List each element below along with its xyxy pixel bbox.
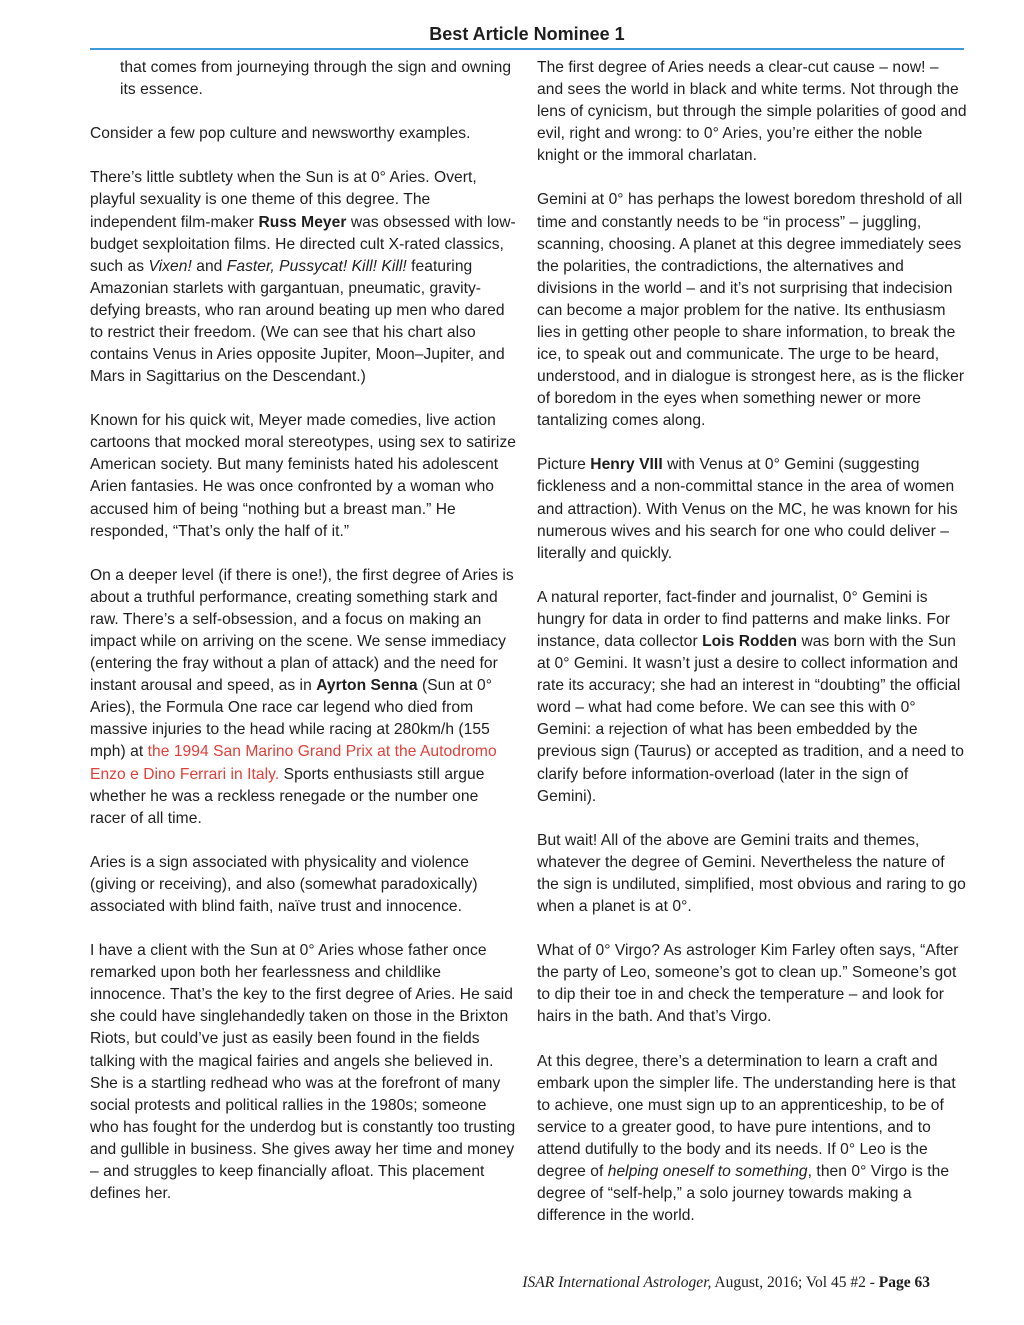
paragraph: Gemini at 0° has perhaps the lowest boredom threshold of all time and constantly needs to be “in process” – juggling, scanning, choosing. A planet at this degree immediately sees the polarities, the contradictions, the alternatives and divisions in the world – and it’s not surprising that indecision can become a major problem for the native. Its enthusiasm lies in getting other people to share information, to break the ice, to speak out and communicate. The urge to be heard, understood, and in dialogue is strongest here, as is the flicker of boredom in the eyes when something newer or more tantalizing comes along. <box>537 191 965 430</box>
paragraph: On a deeper level (if there is one!), the first degree of Aries is about a truthful performance, creating something stark and raw. There’s a self-obsession, and a focus on making an impact while on arriving on the scene. We sense immediacy (entering the fray without a plan of attack) and the need for instant arousal and speed, as in Ayrton Senna (Sun at 0° Aries), the Formula One race car legend who died from massive injuries to the head while racing at 280km/h (155 mph) at the 1994 San Marino Grand Prix at the Autodromo Enzo e Dino Ferrari in Italy. Sports enthusiasts still argue whether he was a reckless renegade or the number one racer of all time. <box>90 566 514 827</box>
paragraph: At this degree, there’s a determination to learn a craft and embark upon the simpler life. The understanding here is that to achieve, one must sign up to an apprenticeship, to be of service to a greater good, to have pure intentions, and to attend dutifully to the body and its needs. If 0° Leo is the degree of helping oneself to something, then 0° Virgo is the degree of “self-help,” a solo journey towards making a difference in the world. <box>537 1052 956 1225</box>
publication-name: ISAR International Astrologer, <box>522 1274 712 1291</box>
paragraph: The first degree of Aries needs a clear-cut cause – now! – and sees the world in black and white terms. Not through the lens of cynicism, but through the simple polarities of good and evil, right and wrong: to 0° Aries, you’re either the noble knight or the immoral charlatan. <box>537 59 967 165</box>
paragraph: Consider a few pop culture and newsworthy examples. <box>90 125 471 143</box>
header-title: Best Article Nominee 1 <box>429 24 625 44</box>
page-number: Page 63 <box>878 1274 930 1291</box>
paragraph: Aries is a sign associated with physicality and violence (giving or receiving), and also (somewhat paradoxically) associated with blind faith, naïve trust and innocence. <box>90 853 478 915</box>
page-header <box>90 22 964 50</box>
name-ayrton-senna: Ayrton Senna <box>316 677 418 695</box>
paragraph: I have a client with the Sun at 0° Aries whose father once remarked upon both her fearlessness and childlike innocence. That’s the key to the first degree of Aries. He said she could have singlehandedly taken on those in the Brixton Riots, but could’ve just as easily been found in the fields talking with the magical fairies and angels she believed in. She is a startling redhead who was at the forefront of many social protests and political rallies in the 1980s; someone who has fought for the underdog but is constantly too trusting and gullible in business. She gives away her time and money – and struggles to keep financially afloat. This placement defines her. <box>90 942 516 1202</box>
film-title: Vixen! <box>148 257 192 275</box>
page-footer <box>522 1274 930 1292</box>
paragraph: that comes from journeying through the sign and owning its essence. <box>120 59 512 99</box>
paragraph: But wait! All of the above are Gemini traits and themes, whatever the degree of Gemini. Nevertheless the nature of the sign is undiluted, simplified, most obvious and raring to go when a planet is at 0°. <box>537 831 966 915</box>
name-henry-viii: Henry VIII <box>590 456 663 474</box>
name-lois-rodden: Lois Rodden <box>702 633 798 651</box>
left-column <box>90 57 518 1227</box>
film-title: Faster, Pussycat! Kill! Kill! <box>226 257 407 275</box>
paragraph: What of 0° Virgo? As astrologer Kim Farley often says, “After the party of Leo, someone’s got to clean up.” Someone’s got to dip their toe in and check the temperature – and look for hairs in the bath. And that’s Virgo. <box>537 942 959 1026</box>
issue-info: August, 2016; Vol 45 #2 - <box>711 1274 879 1291</box>
right-column <box>537 57 967 1249</box>
italic-phrase: helping oneself to something <box>607 1162 808 1180</box>
paragraph: Known for his quick wit, Meyer made comedies, live action cartoons that mocked moral stereotypes, using sex to satirize American society. But many feminists hated his adolescent Arien fantasies. He was once confronted by a woman who accused him of being “nothing but a breast man.” He responded, “That’s only the half of it.” <box>90 412 517 540</box>
paragraph: A natural reporter, fact-finder and journalist, 0° Gemini is hungry for data in order to find patterns and make links. For instance, data collector Lois Rodden was born with the Sun at 0° Gemini. It wasn’t just a desire to collect information and rate its accuracy; she had an interest in “doubting” the official word – what had come before. We can see this with 0° Gemini: a rejection of what has been embedded by the previous sign (Taurus) or accepted as tradition, and a need to clarify before information-overload (later in the sign of Gemini). <box>537 588 964 805</box>
san-marino-link[interactable]: the 1994 San Marino Grand Prix at the Autodromo Enzo e Dino Ferrari in Italy. <box>90 743 497 783</box>
paragraph: Picture Henry VIII with Venus at 0° Gemini (suggesting fickleness and a non-committal stance in the area of women and attraction). With Venus on the MC, he was known for his numerous wives and his search for one who could deliver – literally and quickly. <box>537 456 958 562</box>
name-russ-meyer: Russ Meyer <box>258 213 347 231</box>
paragraph: There’s little subtlety when the Sun is at 0° Aries. Overt, playful sexuality is one theme of this degree. The independent film-maker Russ Meyer was obsessed with low-budget sexploitation films. He directed cult X-rated classics, such as Vixen! and Faster, Pussycat! Kill! Kill! featuring Amazonian starlets with gargantuan, pneumatic, gravity-defying breasts, who ran around beating up men who dared to restrict their freedom. (We can see that his chart also contains Venus in Aries opposite Jupiter, Moon–Jupiter, and Mars in Sagittarius on the Descendant.) <box>90 169 516 386</box>
